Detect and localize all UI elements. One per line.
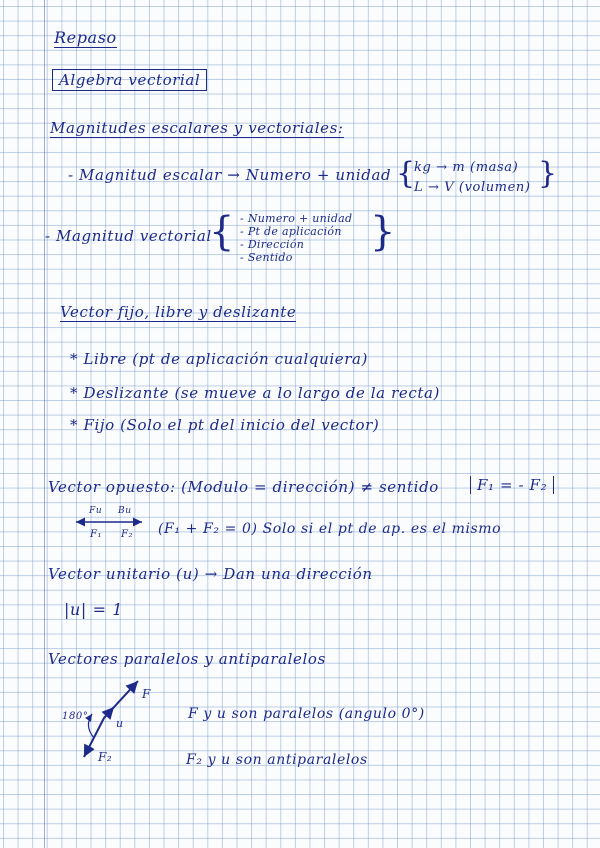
vectorial-item: - Numero + unidad (240, 212, 353, 225)
arrow-label-fu: Fu (89, 506, 103, 516)
brace-open-icon: { (209, 209, 236, 255)
bullet-libre: * Libre (pt de aplicación cualquiera) (70, 350, 368, 368)
vector-u-arrow-icon (104, 707, 114, 718)
vectorial-item: - Pt de aplicación (240, 225, 342, 238)
kg-masa-line: kg → m (masa) (414, 160, 519, 175)
opuesto-formula: F₁ = - F₂ (470, 476, 554, 494)
brace-close-icon: } (538, 156, 558, 191)
bullet-fijo: * Fijo (Solo el pt del inicio del vector) (70, 416, 380, 434)
vector-label-f: F (142, 687, 151, 701)
angle-arc-icon (88, 714, 94, 738)
suma-cero-line: (F₁ + F₂ = 0) Solo si el pt de ap. es el mismo (158, 521, 502, 537)
angle-label-180: 180° (62, 711, 89, 722)
vectorial-item: - Sentido (240, 251, 293, 264)
vector-label-f2: F₂ (98, 750, 113, 764)
section-box-algebra-vectorial: Algebra vectorial (52, 69, 207, 91)
antiparalelos-line: F₂ y u son antiparalelos (186, 752, 368, 768)
heading-paralelos: Vectores paralelos y antiparalelos (48, 650, 326, 668)
magnitud-escalar-line: - Magnitud escalar → Numero + unidad (68, 166, 392, 184)
arrow-label-bu: Bu (118, 506, 132, 516)
modulo-unitario-line: |u| = 1 (64, 600, 124, 619)
vector-opuesto-line: Vector opuesto: (Modulo = dirección) ≠ sentido (48, 478, 439, 496)
vector-label-u: u (116, 717, 124, 730)
page-title: Repaso (54, 28, 117, 47)
arrow-label-f1: F₁ (90, 529, 103, 540)
arrow-label-f2: F₂ (121, 529, 134, 540)
heading-magnitudes: Magnitudes escalares y vectoriales: (50, 119, 344, 137)
paralelos-line: F y u son paralelos (angulo 0°) (188, 706, 425, 722)
magnitud-vectorial-label: - Magnitud vectorial (45, 227, 212, 245)
brace-open-icon: { (396, 156, 416, 191)
l-volumen-line: L → V (volumen) (414, 180, 531, 195)
bullet-deslizante: * Deslizante (se mueve a lo largo de la recta) (70, 384, 440, 402)
heading-vector-fijo-libre-deslizante: Vector fijo, libre y deslizante (60, 303, 297, 321)
brace-close-icon: } (370, 209, 397, 255)
vector-unitario-line: Vector unitario (u) → Dan una dirección (48, 565, 373, 583)
vectorial-item: - Dirección (240, 238, 305, 251)
